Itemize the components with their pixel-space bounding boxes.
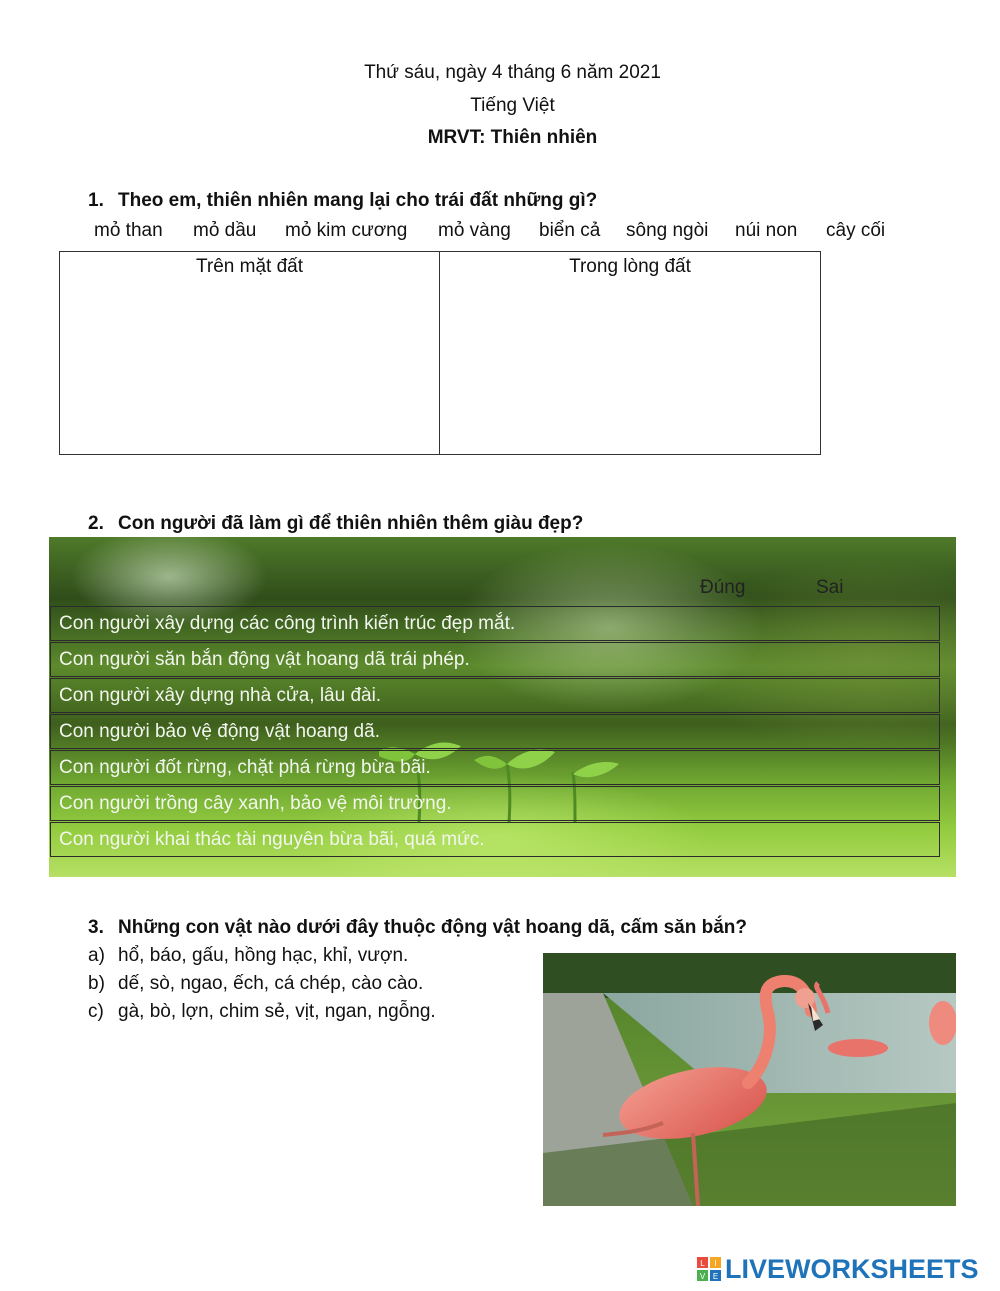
question-3-title [88, 917, 747, 939]
column-header-underground: Trong lòng đất [569, 256, 691, 277]
option-label: c) [88, 1001, 104, 1022]
statement-row[interactable]: Con người bảo vệ động vật hoang dã. [50, 714, 940, 749]
column-header-true: Đúng [700, 577, 746, 598]
question-2-number: 2. [88, 513, 104, 534]
flamingo-photo [543, 953, 956, 1206]
drop-zone-on-surface[interactable] [60, 252, 440, 454]
topic-title: MRVT: Thiên nhiên [427, 127, 598, 148]
answer-option-c[interactable] [88, 1001, 436, 1023]
question-1-title [88, 190, 597, 212]
statement-row[interactable]: Con người đốt rừng, chặt phá rừng bừa bãi. [50, 750, 940, 785]
logo-letter-icon: I [714, 1259, 717, 1268]
column-header-false: Sai [816, 577, 844, 598]
statement-row[interactable]: Con người săn bắn động vật hoang dã trái phép. [50, 642, 940, 677]
answer-option-a[interactable] [88, 945, 408, 967]
liveworksheets-logo [697, 1254, 979, 1284]
nature-banner [49, 537, 956, 877]
logo-letter-icon: L [700, 1259, 705, 1268]
subject-line: Tiếng Việt [470, 95, 555, 116]
statement-row[interactable]: Con người trồng cây xanh, bảo vệ môi trường. [50, 786, 940, 821]
answer-option-b[interactable] [88, 973, 423, 995]
question-1-text: Theo em, thiên nhiên mang lại cho trái đất những gì? [118, 190, 598, 211]
liveworksheets-logo-icon [697, 1257, 721, 1281]
sort-table [59, 251, 821, 455]
question-2-title [88, 513, 583, 535]
word-chip[interactable]: mỏ vàng [438, 220, 511, 241]
statement-row[interactable]: Con người khai thác tài nguyên bừa bãi, quá mức. [50, 822, 940, 857]
option-label: b) [88, 973, 105, 994]
word-chip[interactable]: mỏ than [94, 220, 163, 241]
word-chip[interactable]: sông ngòi [626, 220, 709, 241]
option-text: gà, bò, lợn, chim sẻ, vịt, ngan, ngỗng. [118, 1001, 436, 1022]
question-1-number: 1. [88, 190, 104, 211]
option-text: hổ, báo, gấu, hồng hạc, khỉ, vượn. [118, 945, 409, 966]
word-chip[interactable]: núi non [735, 220, 798, 241]
logo-letter-icon: E [712, 1272, 719, 1281]
logo-letter-icon: V [699, 1272, 706, 1281]
option-label: a) [88, 945, 105, 966]
drop-zone-underground[interactable] [440, 252, 820, 454]
statement-row[interactable]: Con người xây dựng nhà cửa, lâu đài. [50, 678, 940, 713]
word-chip[interactable]: mỏ kim cương [285, 220, 408, 241]
word-chip[interactable]: biển cả [539, 220, 601, 241]
statement-row[interactable]: Con người xây dựng các công trình kiến trúc đẹp mắt. [50, 606, 940, 641]
option-text: dế, sò, ngao, ếch, cá chép, cào cào. [118, 973, 424, 994]
column-header-on-surface: Trên mặt đất [195, 256, 303, 277]
question-3-number: 3. [88, 917, 104, 938]
question-2-text: Con người đã làm gì để thiên nhiên thêm giàu đẹp? [118, 513, 584, 534]
date-line: Thứ sáu, ngày 4 tháng 6 năm 2021 [364, 62, 661, 83]
brand-name: LIVEWORKSHEETS [725, 1253, 979, 1284]
word-chip[interactable]: mỏ dầu [193, 220, 257, 241]
word-chip[interactable]: cây cối [826, 220, 886, 241]
question-3-text: Những con vật nào dưới đây thuộc động vật hoang dã, cấm săn bắn? [118, 917, 748, 938]
